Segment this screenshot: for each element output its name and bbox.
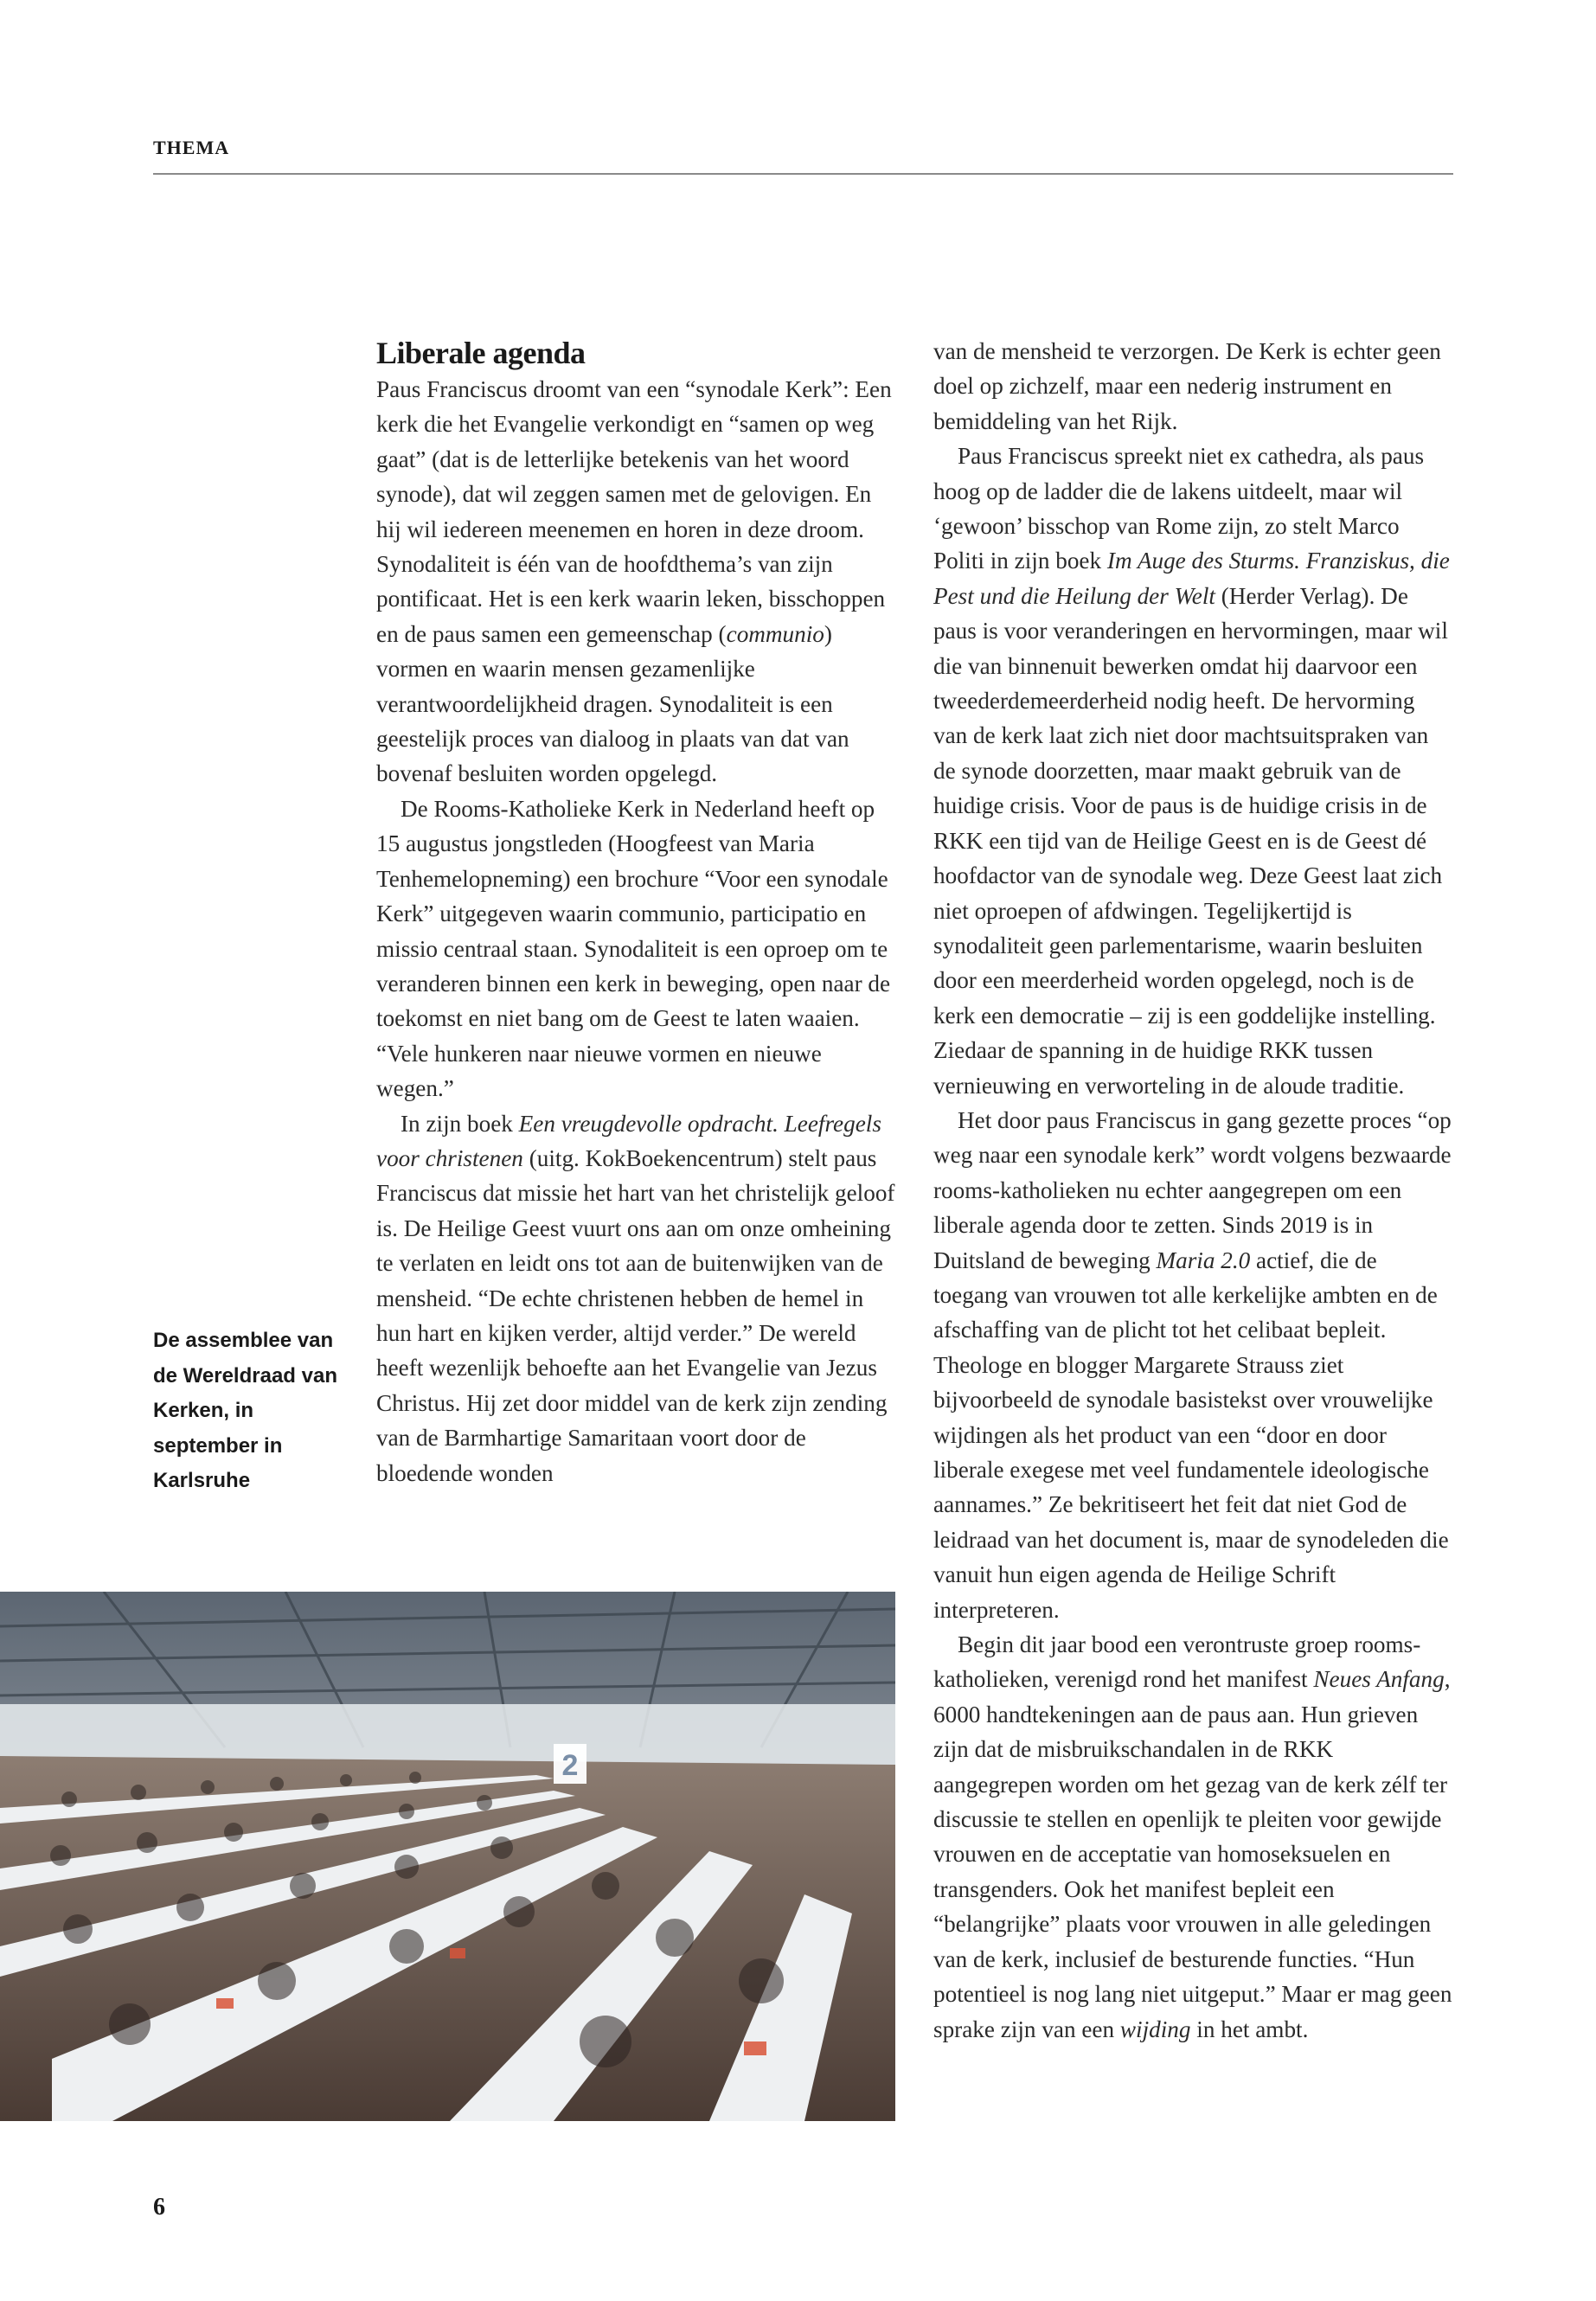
assembly-photo	[0, 1592, 895, 2121]
paragraph: van de mensheid te verzorgen. De Kerk is echter geen doel op zichzelf, maar een nederig instrument en bemiddeling van het Rijk.	[933, 338, 1441, 434]
paragraph: In zijn boek Een vreugdevolle opdracht. Leefregels voor christenen (uitg. KokBoekencentrum) stelt paus Franciscus dat missie het hart van het christelijk geloof is. De Heilige Geest vuurt ons aan om onze omheining te verlaten en leidt ons tot aan de buitenwijken van de mensheid. “De echte christenen hebben de hemel in hun hart en kijken verder, altijd verder.” De wereld heeft wezenlijk behoefte aan het Evangelie van Jezus Christus. Hij zet door middel van de kerk zijn zending van de Barmhartige Samaritaan voort door de bloedende wonden	[376, 1110, 895, 1486]
header-rule	[153, 173, 1453, 175]
page-number: 6	[153, 2194, 165, 2221]
paragraph: De Rooms-Katholieke Kerk in Nederland heeft op 15 augustus jongstleden (Hoogfeest van Maria Tenhemelopneming) een brochure “Voor een synodale Kerk” uitgegeven waarin communio, participatio en missio centraal staan. Synodaliteit is een oproep om te veranderen binnen een kerk in beweging, open naar de toekomst en niet bang om de Geest te laten waaien. “Vele hunkeren naar nieuwe vormen en nieuwe wegen.”	[376, 795, 891, 1102]
sign-number: 2	[561, 1749, 579, 1782]
article-heading: Liberale agenda	[376, 336, 586, 370]
paragraph: Begin dit jaar bood een verontruste groep rooms-katholieken, verenigd rond het manifest Neues Anfang, 6000 handtekeningen aan de paus aan. Hun grieven zijn dat de misbruikschandalen in de RKK aangegrepen worden om het gezag van de kerk zélf ter discussie te stellen en openlijk te pleiten voor gewijde vrouwen en de acceptatie van homoseksuelen en transgenders. Ook het manifest bepleit een “belangrijke” plaats voor vrouwen in alle geledingen van de kerk, inclusief de besturende functies. “Hun potentieel is nog lang niet uitgeput.” Maar er mag geen sprake zijn van een wijding in het ambt.	[933, 1631, 1452, 2042]
article-column-right	[933, 334, 1454, 2047]
photo-caption: De assemblee van de Wereldraad van Kerken, in september in Karlsruhe	[153, 1329, 337, 1492]
paragraph: Het door paus Franciscus in gang gezette proces “op weg naar een synodale kerk” wordt volgens bezwaarde rooms-katholieken nu echter aangegrepen om een liberale agenda door te zetten. Sinds 2019 is in Duitsland de beweging Maria 2.0 actief, die de toegang van vrouwen tot alle kerkelijke ambten en de afschaffing van de plicht tot het celibaat bepleit. Theologe en blogger Margarete Strauss ziet bijvoorbeeld de synodale basistekst over vrouwelijke wijdingen als het product van een “door en door liberale exegese met veel fundamentele ideologische aannames.” Ze bekritiseert het feit dat niet God de leidraad van het document is, maar de synodeleden die vanuit hun eigen agenda de Heilige Schrift interpreteren.	[933, 1106, 1452, 1623]
article-column-middle	[376, 334, 895, 1490]
paragraph: Paus Franciscus droomt van een “synodale Kerk”: Een kerk die het Evangelie verkondigt en “samen op weg gaat” (dat is de letterlijke betekenis van het woord synode), dat wil zeggen samen met de gelovigen. En hij wil iedereen meenemen en horen in deze droom. Synodaliteit is één van de hoofdthema’s van zijn pontificaat. Het is een kerk waarin leken, bisschoppen en de paus samen een gemeenschap (communio) vormen en waarin mensen gezamenlijke verantwoordelijkheid dragen. Synodaliteit is een geestelijk proces van dialoog in plaats van dat van bovenaf besluiten worden opgelegd.	[376, 376, 892, 787]
paragraph: Paus Franciscus spreekt niet ex cathedra, als paus hoog op de ladder die de lakens uitdeelt, maar wil ‘gewoon’ bisschop van Rome zijn, zo stelt Marco Politi in zijn boek Im Auge des Sturms. Franziskus, die Pest und die Heilung der Welt (Herder Verlag). De paus is voor veranderingen en hervormingen, maar wil die van binnenuit bewerken omdat hij daarvoor een tweederdemeerderheid nodig heeft. De hervorming van de kerk laat zich niet door machtsuitspraken van de synode doorzetten, maar maakt gebruik van de huidige crisis. Voor de paus is de huidige crisis in de RKK een tijd van de Heilige Geest en is de Geest dé hoofdactor van de synodale weg. Deze Geest laat zich niet oproepen of afdwingen. Tegelijkertijd is synodaliteit geen parlementarisme, waarin besluiten door een meerderheid worden opgelegd, noch is de kerk een democratie – zij is een goddelijke instelling. Ziedaar de spanning in de huidige RKK tussen vernieuwing en verworteling in de aloude traditie.	[933, 443, 1450, 1099]
section-label: THEMA	[153, 137, 230, 158]
